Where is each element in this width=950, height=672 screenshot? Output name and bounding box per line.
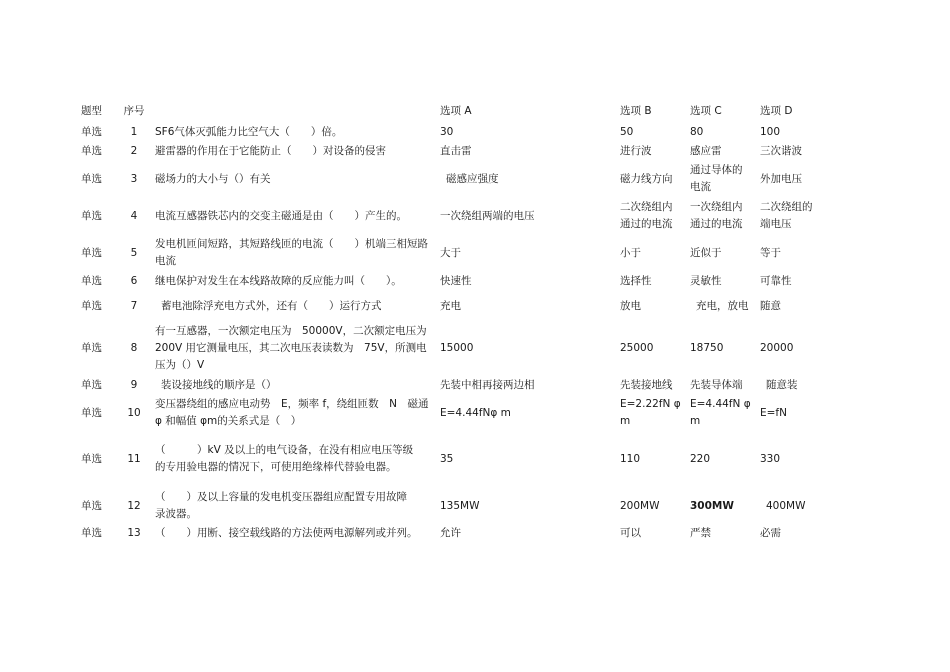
row-option-c: 灵敏性 [690, 274, 722, 287]
row-option-a: 大于 [440, 246, 461, 259]
row-question: 蓄电池除浮充电方式外，还有（ ）运行方式 [161, 299, 382, 312]
row-num: 2 [130, 144, 138, 157]
row-option-b: 可以 [620, 526, 641, 539]
row-question: 磁场力的大小与（）有关 [155, 172, 271, 185]
row-option-c: 近似于 [690, 246, 722, 259]
row-option-d: 330 [760, 452, 781, 465]
row-num: 6 [130, 274, 138, 287]
row-option-c: E=4.44fN φ m [690, 398, 751, 427]
row-num: 13 [127, 526, 141, 539]
table-row [0, 161, 950, 197]
row-type: 单选 [81, 526, 102, 539]
row-question: 继电保护对发生在本线路故障的反应能力叫（ ）。 [155, 274, 402, 287]
row-option-b: 选择性 [620, 274, 652, 287]
row-type: 单选 [81, 125, 102, 138]
row-option-d: 20000 [760, 341, 794, 354]
row-option-b: 200MW [620, 499, 660, 512]
header-option-a: 选项 A [440, 105, 472, 117]
table-row [0, 524, 950, 542]
row-option-a: 35 [440, 452, 454, 465]
row-type: 单选 [81, 172, 102, 185]
row-option-b: 先装接地线 [620, 378, 673, 391]
table-row [0, 198, 950, 234]
row-question: 电流互感器铁芯内的交变主磁通是由（ ）产生的。 [155, 209, 407, 222]
table-row [0, 142, 950, 160]
row-type: 单选 [81, 274, 102, 287]
row-type: 单选 [81, 406, 102, 419]
row-option-a: E=4.44fNφ m [440, 406, 511, 419]
row-option-c: 18750 [690, 341, 724, 354]
row-option-a: 一次绕组两端的电压 [440, 209, 535, 222]
row-option-d: 随意 [760, 299, 781, 312]
row-option-d: 二次绕组的端电压 [760, 201, 813, 230]
row-option-d: 随意装 [766, 378, 798, 391]
row-type: 单选 [81, 144, 102, 157]
row-question: 变压器绕组的感应电动势 E，频率 f，绕组匝数 N 磁通 φ 和幅值 φm的关系式是（ ） [155, 398, 429, 427]
header-num: 序号 [123, 105, 145, 117]
row-type: 单选 [81, 452, 102, 465]
row-option-d: 100 [760, 125, 781, 138]
row-option-c: 感应雷 [690, 144, 722, 157]
row-question: （ ）kV 及以上的电气设备，在没有相应电压等级的专用验电器的情况下，可使用绝缘棒代替验电器。 [155, 444, 414, 473]
row-num: 8 [130, 341, 138, 354]
row-option-a: 直击雷 [440, 144, 472, 157]
row-option-c: 220 [690, 452, 711, 465]
row-type: 单选 [81, 378, 102, 391]
row-option-b: E=2.22fN φ m [620, 398, 681, 427]
row-num: 1 [130, 125, 138, 138]
row-option-c: 80 [690, 125, 704, 138]
row-num: 4 [130, 209, 138, 222]
row-option-b: 磁力线方向 [620, 172, 673, 185]
table-row [0, 122, 950, 142]
header-option-b: 选项 B [620, 105, 652, 117]
row-num: 5 [130, 246, 138, 259]
table-row [0, 322, 950, 374]
row-option-b: 放电 [620, 299, 641, 312]
row-option-d: 等于 [760, 246, 781, 259]
table-row [0, 376, 950, 394]
row-option-b: 二次绕组内通过的电流 [620, 201, 673, 230]
row-option-c: 充电，放电 [696, 299, 749, 312]
row-type: 单选 [81, 246, 102, 259]
row-option-a: 30 [440, 125, 454, 138]
header-type: 题型 [81, 105, 102, 117]
row-option-b: 进行波 [620, 144, 652, 157]
row-num: 9 [130, 378, 138, 391]
row-num: 7 [130, 299, 138, 312]
row-option-c: 先装导体端 [690, 378, 743, 391]
row-option-d: 必需 [760, 526, 781, 539]
row-option-c: 一次绕组内通过的电流 [690, 201, 743, 230]
row-type: 单选 [81, 209, 102, 222]
row-option-b: 50 [620, 125, 634, 138]
row-question: SF6气体灭弧能力比空气大（ ）倍。 [155, 125, 343, 138]
row-question: 发电机匝间短路，其短路线匝的电流（ ）机端三相短路电流 [155, 238, 428, 267]
row-type: 单选 [81, 499, 102, 512]
row-option-a: 先装中相再接两边相 [440, 378, 535, 391]
row-num: 12 [127, 499, 141, 512]
row-option-a: 快速性 [440, 274, 472, 287]
table-row [0, 488, 950, 524]
row-option-d: E=fN [760, 406, 787, 419]
row-option-d: 三次谐波 [760, 144, 802, 157]
table-row [0, 272, 950, 290]
row-option-c: 通过导体的电流 [690, 164, 743, 193]
row-option-d: 400MW [766, 499, 806, 512]
header-option-c: 选项 C [690, 105, 722, 117]
table-row [0, 236, 950, 270]
row-option-b: 25000 [620, 341, 654, 354]
row-option-a: 135MW [440, 499, 480, 512]
row-question: （ ）及以上容量的发电机变压器组应配置专用故障录波器。 [155, 491, 407, 520]
row-option-a: 磁感应强度 [446, 172, 499, 185]
row-type: 单选 [81, 299, 102, 312]
row-type: 单选 [81, 341, 102, 354]
row-option-b: 110 [620, 452, 641, 465]
row-num: 3 [130, 172, 138, 185]
row-question: 避雷器的作用在于它能防止（ ）对设备的侵害 [155, 144, 386, 157]
table-row [0, 396, 950, 430]
row-option-d: 外加电压 [760, 172, 802, 185]
table-row [0, 432, 950, 486]
row-option-c: 严禁 [690, 526, 711, 539]
row-option-d: 可靠性 [760, 274, 792, 287]
row-question: （ ）用断、接空载线路的方法使两电源解列或并列。 [155, 526, 418, 539]
row-question: 装设接地线的顺序是（） [161, 378, 277, 391]
row-question: 有一互感器，一次额定电压为 50000V，二次额定电压为 200V 用它测量电压，其二次电压表读数为 75V，所测电压为（）V [155, 324, 427, 371]
row-option-b: 小于 [620, 246, 641, 259]
row-option-c: 300MW [690, 499, 734, 512]
row-num: 11 [127, 452, 141, 465]
table-row [0, 296, 950, 316]
row-option-a: 充电 [440, 299, 461, 312]
row-option-a: 允许 [440, 526, 461, 539]
table-header [0, 103, 950, 121]
row-option-a: 15000 [440, 341, 474, 354]
row-num: 10 [127, 406, 141, 419]
header-option-d: 选项 D [760, 105, 793, 117]
